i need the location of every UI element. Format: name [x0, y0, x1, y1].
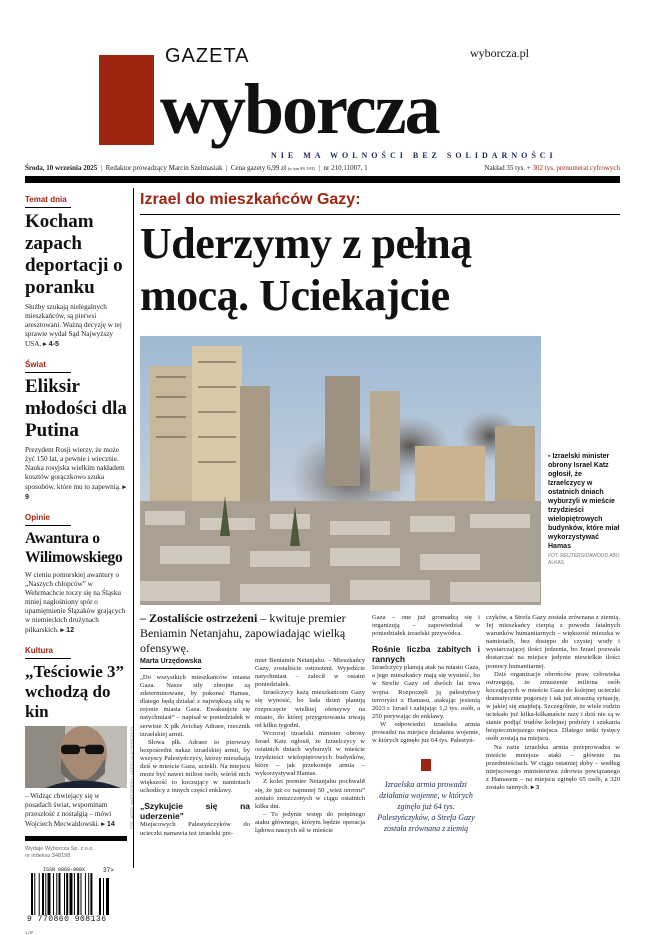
teaser-temat-dnia[interactable] [25, 189, 127, 349]
barcode-bar [53, 873, 54, 915]
barcode-bar [42, 873, 44, 915]
teaser-kicker: Temat dnia [25, 195, 71, 208]
teaser-swiat[interactable] [25, 354, 127, 502]
publisher-info [25, 846, 127, 860]
paragraph: W odpowiedzi izraelska armia prowadzi na miejscu działania wojenne, w których zginęło już 64 tys. Palestyń- [372, 720, 480, 745]
site-link[interactable]: wyborcza.pl [470, 46, 529, 60]
teaser-body: Prezydent Rosji wierzy, że może żyć 150 lat, a pewnie i wiecznie. Nauka rosyjska wielkim nakładem kosztów gorączkowo szuka sposobów, które mu to zapewnią. [25, 446, 125, 491]
teaser-body: – Widząc chwiejący się w posadach świat, wspominam przeszłość z nostalgią – mówi Wojciech Mecwaldowski. [25, 792, 112, 828]
teaser-kultura[interactable] [25, 640, 134, 829]
paragraph: Słowa płk. Adraee to pierwszy bezpośredni nakaz izraelskiej armii, by wszyscy Palestyńczycy, którzy mieszkają dziś w mieście Gaza, uciekli. Na miejscu może być nawet milion osób, wśród nich większość to koczujący w namiotach uchodźcy z innych części enklawy. [140, 738, 250, 795]
issue-number: nr 210.11007, 1 [323, 164, 368, 172]
teaser-headline: Kocham zapach deportacji o poranku [25, 211, 123, 298]
article-column-3 [372, 614, 480, 834]
barcode-bar [85, 873, 86, 915]
paragraph: Miejscowych Palestyńczyków do ucieczki namawia też izraelski pre- [140, 821, 250, 837]
barcode-bar [39, 873, 40, 915]
teaser-kicker: Opinie [25, 513, 71, 526]
logo-gazeta: GAZETA [165, 45, 250, 67]
publisher-rule [25, 836, 127, 841]
article-column-4 [486, 614, 620, 792]
barcode-bar [90, 873, 92, 915]
sidebar [25, 189, 134, 935]
article-column-2 [255, 657, 365, 835]
teaser-body: W cieniu pomorskiej awantury o „Naszych chłopców” w Wehrmachcie toczy się na Śląsku mniej nagłośniony spór o upamiętnienie Ślązaków grających w niemieckich drużynach piłkarskich. [25, 571, 126, 634]
headline-line-2: mocą. Uciekajcie [140, 271, 450, 320]
paragraph: Gaza – one już gromadzą się i organizują – zapowiedział w poniedziałek izraelski przywódca. [372, 614, 480, 638]
subheading: Rośnie liczba zabitych i rannych [372, 644, 480, 665]
header-rule [25, 176, 620, 183]
ean-number: 9 770860 908136 [27, 915, 107, 924]
page-ref: ▸ 9 [25, 482, 127, 501]
paragraph: Wczoraj izraelski minister obrony Israel Katz ogłosił, że Izraelczycy w ostatnich dniach wyburzyli w mieście trzydzieści wielopiętrowych budynków, które – jak przekonuje armia – wykorzystywał Hamas. [255, 729, 365, 778]
portrait-photo [25, 726, 127, 788]
deck-bold: – Zostaliście ostrzeżeni [140, 611, 258, 625]
photo-caption [548, 452, 620, 551]
paragraph: „Do wszystkich mieszkańców miasta Gaza. Nasze siły zbrojne są zdeterminowane, by pokonać Hamas, dlatego będą działać z największą siłą w rejonie miasta Gaza. Ewakuujcie się natychmiast” – napisał w poniedziałek w serwisie X płk Avichay Adraee, rzecznik izraelskiej armii. [140, 674, 250, 738]
circulation-digital: 302 tys. prenumerat cyfrowych [532, 164, 620, 172]
page-ref: ▸ 14 [101, 819, 115, 828]
editor: Redaktor prowadzący Marcin Szelmasiak [105, 164, 223, 172]
barcode-addon: 37> [103, 867, 114, 874]
teaser-headline: Eliksir młodości dla Putina [25, 376, 127, 441]
barcode-bar [99, 878, 101, 915]
barcode-bar [66, 873, 68, 915]
paragraph: Izraelczycy planują atak na miasto Gaza, a jego mieszkańcy mają się wynieść, bo w Strefie Gazy od dwóch lat trwa wojna. Rozpoczęli ją palestyńscy terroryści z Hamasu, atakując jesienią 2023 r. Izrael i zabijając 1,2 tys. osób, a 250 porywając do enklawy. [372, 664, 481, 720]
barcode-bar [74, 873, 75, 915]
barcode-bar [59, 873, 61, 915]
circulation-print: Nakład 35 tys. + [484, 164, 533, 172]
barcode-bar [106, 878, 109, 915]
teaser-opinie[interactable] [25, 507, 127, 635]
issn: ISSN 0860-908X [43, 867, 86, 873]
lead-photo [140, 336, 541, 605]
date: Środa, 10 września 2025 [25, 164, 98, 172]
circulation [484, 164, 620, 173]
barcode-bar [70, 873, 73, 915]
paragraph: Z kolei premier Netanjahu pochwalił się, że już co najmniej 50 „wież terroru” zostało zniszczonych w ciągu ostatnich kilku dni. [255, 778, 365, 810]
lead-headline[interactable] [140, 218, 620, 322]
pullquote-marker [421, 759, 431, 771]
page-ref: ▸ 4-5 [42, 339, 59, 348]
barcode-bar [48, 873, 51, 915]
photo-caption-block [548, 452, 620, 567]
index-number: nr indeksu 348198 [25, 853, 71, 859]
paragraph: Izraelczycy każą mieszkańcom Gazy się wynosić, bo lada dzień planują rozpoczęcie wielkiej ofensywy na miasto, do której przygotowania trwają od kilku tygodni. [255, 689, 365, 729]
barcode-bar [56, 873, 57, 915]
barcode-bar [64, 873, 65, 915]
print-mark: 1,0P [25, 930, 34, 935]
teaser-headline: Awantura o Wilimowskiego [25, 530, 123, 566]
price-note: (w tym 8% VAT) [287, 166, 316, 171]
paragraph: Dziś organizacje obrońców praw człowieka ostrzegają, że zmuszenie miliona osób koczujących w mieście Gaza do kolejnej ucieczki dramatycznie pogorszy i tak już straszną sytuację, w jakiej się znajdują. Szczególnie, że wiele rodzin uciekało już kilka-kilkanaście razy i dziś nie są w stanie podjąć trudów kolejnej podróży i szukania bezpieczniejszego miejsca. Dlatego setki tysięcy osób zostają na miejscu. [486, 670, 620, 743]
page-ref: ▸ 12 [60, 625, 75, 634]
barcode [25, 873, 125, 915]
paragraph: Na razie izraelska armia przeprowadza w mieście mniejsze ataki – głównie na przedmieściach. W ciągu ostatniej doby – według miejscowego ministerstwa zdrowia powiązanego z Hamasem – na miejscu zginęło 65 osób, a 320 zostało rannych. [486, 743, 620, 791]
info-bar [25, 164, 620, 173]
barcode-bar [31, 873, 33, 915]
article-column-1 [140, 657, 250, 838]
byline: Marta Urzędowska [140, 657, 201, 669]
pullquote: Izraelska armia prowadzi działania wojenne, w których zginęło już 64 tys. Palestyńczyków, a Strefa Gazy została zrównana z ziemią [377, 780, 475, 834]
headline-line-1: Uderzymy z pełną [140, 219, 472, 268]
lead-kicker: Izrael do mieszkańców Gazy: [140, 191, 361, 208]
motto: NIE MA WOLNOŚCI BEZ SOLIDARNOŚCI [271, 151, 557, 160]
teaser-kicker: Kultura [25, 646, 71, 659]
paragraph: mier Beniamin Netanjahu. – Mieszkańcy Gazy, zostaliście ostrzeżeni. Wyjedźcie natychmiast – zalecił w ostatni poniedziałek. [255, 657, 365, 689]
teaser-headline: „Teściowie 3” wchodzą do kin [25, 662, 125, 721]
teaser-kicker: Świat [25, 360, 71, 373]
caption-bullet-icon: ▪ [548, 453, 551, 460]
deck-rest: – kwituje premier Beniamin Netanjahu, zapowiadając wielką ofensywę. [140, 611, 346, 655]
barcode-bar [34, 873, 35, 915]
logo-wyborcza: wyborcza [160, 69, 439, 149]
masthead-red-block [99, 55, 154, 145]
photo-credit: FOT. REUTERS/DAWOUD ABU ALKAS [548, 553, 620, 566]
barcode-bar [77, 873, 79, 915]
issue-info: Środa, 10 września 2025 | Redaktor prowadzący Marcin Szelmasiak | Cena gazety 6,99 zł (w tym 8% VAT) | nr 210.11007, 1 [25, 164, 368, 172]
price: Cena gazety 6,99 zł [230, 164, 287, 172]
barcode-bar [103, 878, 104, 915]
barcode-bar [45, 873, 46, 915]
subheading: „Szykujcie się na uderzenie” [140, 801, 250, 822]
paragraph: czyków, a Strefa Gazy została zrównana z ziemią. Jej mieszkańcy cierpią z powodu fatalnych warunków humanitarnych – większość mieszka w namiotach, bez dostępu do czystej wody i wystarczającej ilości jedzenia, bo Izrael pozwala dostarczać na miejsce jedynie niewielkie ilości pomocy humanitarnej. [486, 614, 620, 670]
barcode-bar [88, 873, 89, 915]
barcode-bar [81, 873, 82, 915]
teaser-body: Służby szukają nielegalnych mieszkańców, są pierwsi aresztowani. Ważną decyzję w tej sprawie wydał Sąd Najwyższy USA. [25, 303, 122, 348]
lead-deck [140, 611, 368, 656]
page-ref[interactable]: ▸ 3 [530, 783, 540, 791]
lead-rule [140, 214, 620, 215]
caption-text: Izraelski minister obrony Israel Katz ogłosił, że Izraelczycy w ostatnich dniach wyburzyli w mieście trzydzieści wielopiętrowych budynków, które miał wykorzystywać Hamas [548, 453, 620, 550]
barcode-block [25, 867, 127, 925]
paragraph: – To jedynie wstęp do potężnego ataku głównego, którym będzie operacja lądowa naszych sił w mieście [255, 810, 365, 834]
portrait-credit: FOT. JACEK MARCZEWSKI / AGENCJA WYBORCZA.PL [129, 726, 134, 829]
publisher-name: Wydaje Wyborcza Sp. z o.o. [25, 846, 94, 852]
